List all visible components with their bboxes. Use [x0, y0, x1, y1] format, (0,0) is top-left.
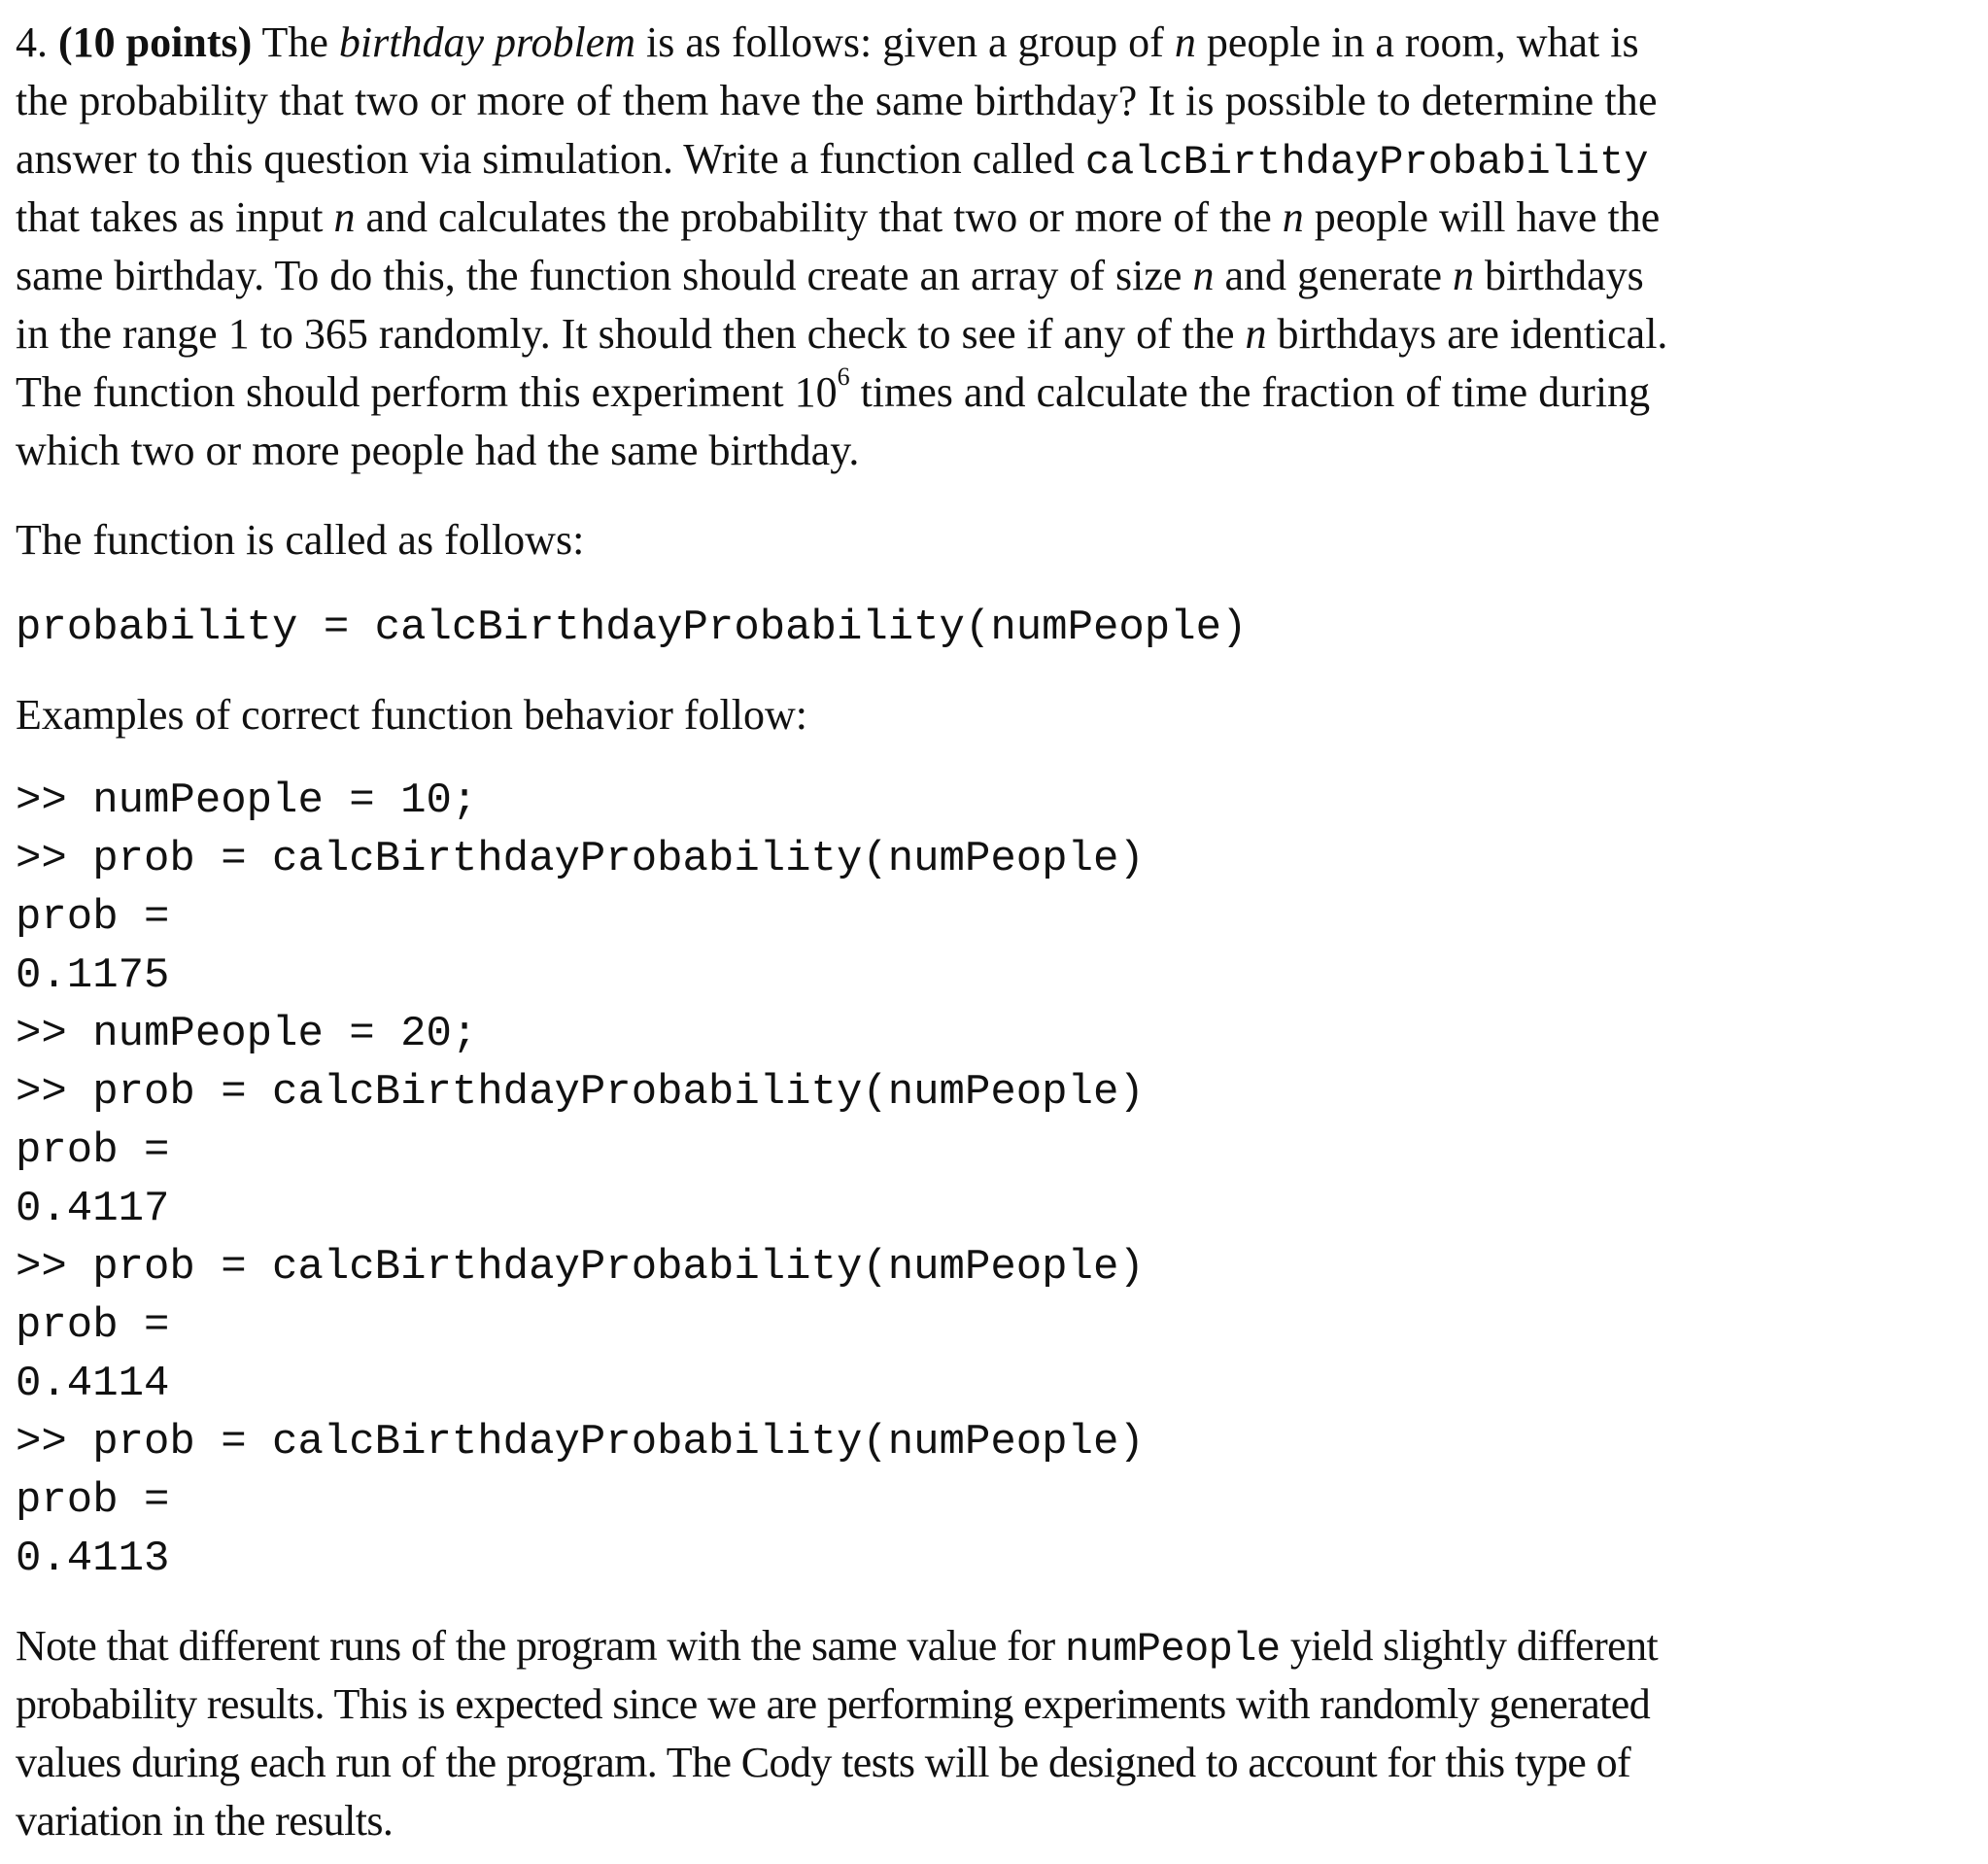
example-line: prob = [16, 1126, 170, 1175]
exponent: 6 [837, 362, 850, 392]
example-line: >> numPeople = 10; [16, 777, 478, 825]
example-line: 0.1175 [16, 951, 170, 1000]
example-line: >> prob = calcBirthdayProbability(numPeople) [16, 1243, 1145, 1292]
question-line-8: which two or more people had the same birthday. [16, 427, 860, 474]
function-name-code: calcBirthdayProbability [1084, 139, 1649, 186]
note-line-4: variation in the results. [16, 1797, 394, 1845]
note-line-2: probability results. This is expected since we are performing experiments with randomly generated [16, 1680, 1651, 1728]
called-as-code: probability = calcBirthdayProbability(numPeople) [16, 604, 1248, 652]
question-line-1: 4. (10 points) The birthday problem is as follows: given a group of n people in a room, what is [16, 18, 1639, 66]
example-line: >> prob = calcBirthdayProbability(numPeople) [16, 1418, 1145, 1467]
called-as-intro: The function is called as follows: [16, 516, 585, 564]
example-line: 0.4117 [16, 1185, 170, 1233]
examples-code-block [16, 772, 1939, 1588]
question-points: (10 points) [58, 18, 253, 66]
example-line: >> prob = calcBirthdayProbability(numPeople) [16, 835, 1145, 883]
birthday-problem-term: birthday problem [338, 18, 635, 66]
example-line: 0.4113 [16, 1535, 170, 1583]
question-line-6: in the range 1 to 365 randomly. It should then check to see if any of the n birthdays are identical. [16, 310, 1668, 358]
note-paragraph [16, 1617, 1939, 1850]
example-line: 0.4114 [16, 1360, 170, 1408]
question-line-2: the probability that two or more of them have the same birthday? It is possible to determine the [16, 77, 1658, 124]
question-number: 4. [16, 18, 48, 66]
note-line-1: Note that different runs of the program with the same value for numPeople yield slightly different [16, 1622, 1659, 1673]
question-line-3: answer to this question via simulation. Write a function called calcBirthdayProbability [16, 135, 1649, 186]
example-line: prob = [16, 1476, 170, 1525]
numpeople-code: numPeople [1065, 1626, 1281, 1673]
note-line-3: values during each run of the program. The Cody tests will be designed to account for this type of [16, 1739, 1631, 1786]
example-line: >> prob = calcBirthdayProbability(numPeople) [16, 1068, 1145, 1117]
question-line-5: same birthday. To do this, the function should create an array of size n and generate n birthdays [16, 252, 1644, 299]
question-line-7: The function should perform this experiment $10^6$ times and calculate the fraction of time during [16, 362, 1651, 416]
question-paragraph [16, 14, 1939, 480]
example-line: prob = [16, 893, 170, 942]
var-n: n [1174, 18, 1196, 66]
document-page [16, 14, 1939, 1850]
question-line-4: that takes as input n and calculates the probability that two or more of the n people will have the [16, 193, 1661, 241]
examples-intro: Examples of correct function behavior follow: [16, 691, 807, 739]
example-line: >> numPeople = 20; [16, 1010, 478, 1058]
example-line: prob = [16, 1301, 170, 1350]
